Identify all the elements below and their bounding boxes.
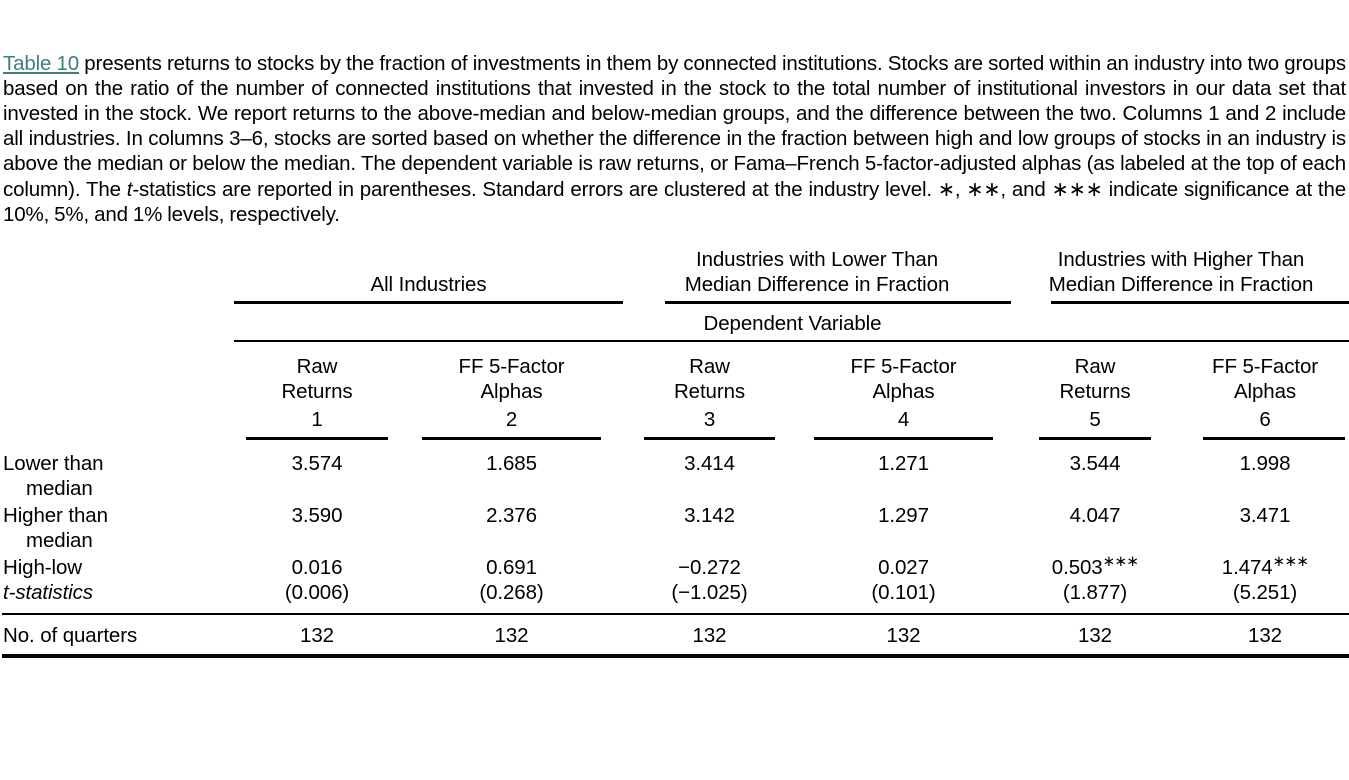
table-row	[2, 501, 1349, 553]
table-caption	[2, 21, 1347, 227]
cell-r1-c0: 3.590	[291, 504, 343, 528]
cell-r0-c2: 3.414	[684, 452, 735, 476]
column-number-row	[2, 404, 1349, 437]
cell-r2-c1	[400, 553, 623, 580]
cell-value: −0.272	[678, 556, 741, 580]
column-header-3: Raw Returns	[673, 355, 746, 404]
cell-r1-c2: 3.142	[684, 504, 735, 528]
cell-r1-c3: 1.297	[878, 504, 929, 528]
footer-top-rule-row	[2, 605, 1349, 615]
cell-r0-c5: 1.998	[1239, 452, 1291, 476]
row-label-high-low: High-low	[3, 556, 82, 580]
cell-value: 0.503	[1051, 556, 1103, 580]
cell-r3-c4: (1.877)	[1062, 581, 1128, 605]
row-label-lower-than-median	[2, 440, 234, 501]
cell-r3-c1: (0.268)	[479, 581, 544, 605]
cell-r2-c5	[1179, 553, 1349, 580]
cell-r2-c2	[623, 553, 796, 580]
table-row	[2, 580, 1349, 605]
colhead-spacer	[2, 342, 234, 404]
cell-r3-c3: (0.101)	[871, 581, 936, 605]
cell-r1-c4: 4.047	[1069, 504, 1121, 528]
cell-value: 0.027	[878, 556, 929, 580]
cell-quarters-c3: 132	[886, 624, 921, 648]
table-row	[2, 553, 1349, 580]
cell-quarters-c5: 132	[1248, 624, 1282, 648]
column-number-5: 5	[1089, 408, 1101, 432]
cell-r2-c3	[796, 553, 1011, 580]
significance-stars: ∗∗∗	[1272, 554, 1309, 571]
cell-r0-c1: 1.685	[486, 452, 537, 476]
caption-italic-t: t	[126, 177, 133, 201]
table-page	[0, 21, 1349, 780]
column-number-1: 1	[311, 408, 323, 432]
group-header-lower-than-median: Industries with Lower Than Median Difference in Fraction	[684, 248, 950, 297]
group-header-higher-than-median: Industries with Higher Than Median Difference in Fraction	[1048, 248, 1314, 297]
cell-r0-c4: 3.544	[1069, 452, 1121, 476]
table-row	[2, 440, 1349, 501]
caption-text-part2: -statistics are reported in parentheses. Standard errors are clustered at the industry level. ∗, ∗∗, and ∗∗∗ indicate significance at the 10%, 5%, and 1% levels, respectively.	[3, 177, 1346, 226]
column-number-4: 4	[897, 408, 910, 432]
caption-text-part1: presents returns to stocks by the fraction of investments in them by connected institutions. Stocks are sorted within an industry into two groups based on the ratio of the number of connected institutions that invested in the stock to the total number of institutional investors in our data set that invested in the stock. We report returns to the above-median and below-median groups, and the difference between the two. Columns 1 and 2 include all industries. In columns 3–6, stocks are sorted based on whether the difference in the fraction between high and low groups of stocks in an industry is above the median or below the median. The dependent variable is raw returns, or Fama–French 5-factor-adjusted alphas (as labeled at the top of each column). The	[3, 51, 1346, 201]
table-row-footer	[2, 615, 1349, 654]
cell-value: 0.691	[486, 556, 537, 580]
bottom-rule-row	[2, 654, 1349, 658]
column-number-2: 2	[505, 408, 518, 432]
group-header-all-industries: All Industries	[370, 273, 487, 297]
cell-quarters-c1: 132	[494, 624, 529, 648]
table-reference-link[interactable]: Table 10	[3, 51, 80, 75]
dependent-variable-label: Dependent Variable	[703, 312, 882, 336]
column-header-5: Raw Returns	[1059, 355, 1131, 404]
cell-value: 1.474	[1221, 556, 1273, 580]
cell-r3-c2: (−1.025)	[671, 581, 748, 605]
group-header-spacer	[2, 247, 234, 301]
cell-quarters-c0: 132	[300, 624, 334, 648]
row-label-line2: median	[26, 477, 93, 501]
column-header-4: FF 5-Factor Alphas	[850, 355, 957, 404]
group-header-row	[2, 247, 1349, 301]
footer-top-rule	[2, 605, 1349, 615]
row-label-higher-than-median	[2, 501, 234, 553]
results-table	[2, 247, 1349, 658]
row-label-line2: median	[26, 529, 93, 553]
column-number-3: 3	[703, 408, 716, 432]
dependent-variable-row	[2, 304, 1349, 340]
cell-r3-c0: (0.006)	[284, 581, 350, 605]
colnum-spacer	[2, 404, 234, 437]
cell-quarters-c2: 132	[692, 624, 727, 648]
row-label-no-of-quarters: No. of quarters	[3, 624, 138, 648]
column-header-1: Raw Returns	[281, 355, 353, 404]
bottom-rule	[2, 654, 1349, 658]
cell-r3-c5: (5.251)	[1232, 581, 1298, 605]
cell-quarters-c4: 132	[1078, 624, 1112, 648]
cell-r2-c4	[1011, 553, 1179, 580]
column-header-2: FF 5-Factor Alphas	[458, 355, 565, 404]
column-header-row	[2, 342, 1349, 404]
row-label-line1: Lower than	[3, 452, 104, 476]
column-header-6: FF 5-Factor Alphas	[1212, 355, 1318, 404]
cell-value: 0.016	[291, 556, 343, 580]
cell-r1-c5: 3.471	[1239, 504, 1291, 528]
cell-r0-c0: 3.574	[291, 452, 343, 476]
column-number-6: 6	[1259, 408, 1271, 432]
cell-r2-c0	[234, 553, 400, 580]
depvar-spacer	[2, 304, 234, 340]
table-container	[2, 247, 1347, 658]
cell-r1-c1: 2.376	[486, 504, 537, 528]
row-label-line1: Higher than	[3, 504, 108, 528]
row-label-t-statistics: t-statistics	[3, 581, 93, 605]
cell-r0-c3: 1.271	[878, 452, 929, 476]
significance-stars: ∗∗∗	[1102, 554, 1139, 571]
